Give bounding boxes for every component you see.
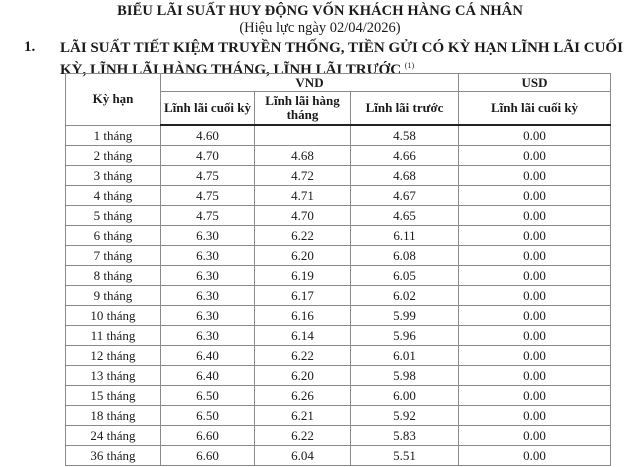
cell-vnd-monthly: 4.70 xyxy=(255,206,351,226)
header-usd-end-of-term: Lĩnh lãi cuối kỳ xyxy=(459,92,611,126)
cell-term: 2 tháng xyxy=(66,146,161,166)
cell-vnd-end-of-term: 6.50 xyxy=(161,386,255,406)
cell-vnd-upfront: 6.02 xyxy=(351,286,459,306)
cell-usd-end-of-term: 0.00 xyxy=(459,206,611,226)
cell-vnd-upfront: 6.05 xyxy=(351,266,459,286)
cell-vnd-end-of-term: 6.30 xyxy=(161,226,255,246)
cell-usd-end-of-term: 0.00 xyxy=(459,146,611,166)
cell-vnd-monthly: 4.71 xyxy=(255,186,351,206)
cell-term: 7 tháng xyxy=(66,246,161,266)
cell-vnd-monthly: 6.14 xyxy=(255,326,351,346)
cell-term: 18 tháng xyxy=(66,406,161,426)
cell-usd-end-of-term: 0.00 xyxy=(459,366,611,386)
cell-vnd-upfront: 4.58 xyxy=(351,125,459,146)
cell-vnd-end-of-term: 6.30 xyxy=(161,286,255,306)
cell-usd-end-of-term: 0.00 xyxy=(459,166,611,186)
cell-vnd-monthly: 4.72 xyxy=(255,166,351,186)
cell-vnd-end-of-term: 6.60 xyxy=(161,446,255,466)
cell-vnd-end-of-term: 6.40 xyxy=(161,346,255,366)
cell-vnd-end-of-term: 4.75 xyxy=(161,206,255,226)
cell-vnd-monthly: 6.19 xyxy=(255,266,351,286)
section-number: 1. xyxy=(24,39,36,55)
header-vnd-end-of-term: Lĩnh lãi cuối kỳ xyxy=(161,92,255,126)
cell-vnd-monthly: 6.16 xyxy=(255,306,351,326)
cell-usd-end-of-term: 0.00 xyxy=(459,386,611,406)
table-row xyxy=(66,125,611,146)
interest-rate-table xyxy=(65,73,611,466)
cell-usd-end-of-term: 0.00 xyxy=(459,226,611,246)
cell-vnd-monthly: 6.20 xyxy=(255,366,351,386)
cell-term: 15 tháng xyxy=(66,386,161,406)
header-vnd-monthly: Lĩnh lãi hàng tháng xyxy=(255,92,351,126)
cell-term: 11 tháng xyxy=(66,326,161,346)
table-body xyxy=(66,125,611,466)
table-row xyxy=(66,246,611,266)
cell-term: 1 tháng xyxy=(66,125,161,146)
document-title: BIỂU LÃI SUẤT HUY ĐỘNG VỐN KHÁCH HÀNG CÁ NHÂN xyxy=(117,3,523,19)
cell-term: 5 tháng xyxy=(66,206,161,226)
cell-usd-end-of-term: 0.00 xyxy=(459,266,611,286)
footnote-mark: (1) xyxy=(404,61,415,70)
cell-vnd-end-of-term: 6.60 xyxy=(161,426,255,446)
cell-usd-end-of-term: 0.00 xyxy=(459,125,611,146)
cell-vnd-monthly: 4.68 xyxy=(255,146,351,166)
table-row xyxy=(66,366,611,386)
cell-usd-end-of-term: 0.00 xyxy=(459,326,611,346)
cell-term: 3 tháng xyxy=(66,166,161,186)
table-row xyxy=(66,186,611,206)
cell-term: 4 tháng xyxy=(66,186,161,206)
table-row xyxy=(66,166,611,186)
cell-term: 10 tháng xyxy=(66,306,161,326)
header-vnd: VND xyxy=(161,74,459,92)
cell-term: 12 tháng xyxy=(66,346,161,366)
cell-term: 24 tháng xyxy=(66,426,161,446)
table-row xyxy=(66,306,611,326)
cell-vnd-upfront: 5.99 xyxy=(351,306,459,326)
cell-vnd-upfront: 6.00 xyxy=(351,386,459,406)
cell-vnd-monthly: 6.22 xyxy=(255,226,351,246)
cell-vnd-upfront: 5.96 xyxy=(351,326,459,346)
cell-usd-end-of-term: 0.00 xyxy=(459,346,611,366)
cell-vnd-monthly: 6.26 xyxy=(255,386,351,406)
header-vnd-upfront: Lĩnh lãi trước xyxy=(351,92,459,126)
cell-term: 36 tháng xyxy=(66,446,161,466)
cell-term: 6 tháng xyxy=(66,226,161,246)
cell-term: 13 tháng xyxy=(66,366,161,386)
cell-vnd-upfront: 5.83 xyxy=(351,426,459,446)
cell-vnd-end-of-term: 4.75 xyxy=(161,166,255,186)
cell-usd-end-of-term: 0.00 xyxy=(459,286,611,306)
cell-vnd-end-of-term: 6.30 xyxy=(161,306,255,326)
cell-vnd-end-of-term: 6.50 xyxy=(161,406,255,426)
cell-vnd-end-of-term: 6.30 xyxy=(161,246,255,266)
cell-vnd-monthly: 6.22 xyxy=(255,346,351,366)
cell-vnd-monthly: 6.04 xyxy=(255,446,351,466)
cell-vnd-upfront: 5.92 xyxy=(351,406,459,426)
table-row xyxy=(66,406,611,426)
table-row xyxy=(66,286,611,306)
cell-vnd-end-of-term: 4.70 xyxy=(161,146,255,166)
cell-vnd-monthly: 6.20 xyxy=(255,246,351,266)
section-title-text: LÃI SUẤT TIẾT KIỆM TRUYỀN THỐNG, TIỀN GỬI CÓ KỲ HẠN LĨNH LÃI CUỐI KỲ, LĨNH LÃI HÀNG THÁNG, LĨNH LÃI TRƯỚC xyxy=(60,40,623,78)
table-row xyxy=(66,426,611,446)
table-row xyxy=(66,266,611,286)
table-row xyxy=(66,326,611,346)
cell-usd-end-of-term: 0.00 xyxy=(459,306,611,326)
cell-vnd-monthly: 6.22 xyxy=(255,426,351,446)
cell-vnd-upfront: 4.66 xyxy=(351,146,459,166)
cell-term: 9 tháng xyxy=(66,286,161,306)
table-row xyxy=(66,226,611,246)
cell-vnd-monthly xyxy=(255,125,351,146)
cell-usd-end-of-term: 0.00 xyxy=(459,426,611,446)
cell-vnd-end-of-term: 6.40 xyxy=(161,366,255,386)
header-usd: USD xyxy=(459,74,611,92)
table-row xyxy=(66,446,611,466)
effective-date: (Hiệu lực ngày 02/04/2026) xyxy=(239,20,401,36)
cell-term: 8 tháng xyxy=(66,266,161,286)
cell-vnd-upfront: 5.51 xyxy=(351,446,459,466)
cell-vnd-upfront: 6.08 xyxy=(351,246,459,266)
header-row-currency xyxy=(66,74,611,92)
cell-vnd-monthly: 6.17 xyxy=(255,286,351,306)
cell-vnd-upfront: 4.68 xyxy=(351,166,459,186)
cell-vnd-upfront: 6.01 xyxy=(351,346,459,366)
cell-vnd-upfront: 6.11 xyxy=(351,226,459,246)
cell-usd-end-of-term: 0.00 xyxy=(459,186,611,206)
cell-vnd-monthly: 6.21 xyxy=(255,406,351,426)
table-row xyxy=(66,386,611,406)
cell-usd-end-of-term: 0.00 xyxy=(459,406,611,426)
cell-vnd-end-of-term: 6.30 xyxy=(161,266,255,286)
cell-vnd-upfront: 4.67 xyxy=(351,186,459,206)
table-row xyxy=(66,146,611,166)
table-row xyxy=(66,346,611,366)
cell-vnd-upfront: 5.98 xyxy=(351,366,459,386)
cell-vnd-end-of-term: 6.30 xyxy=(161,326,255,346)
cell-vnd-upfront: 4.65 xyxy=(351,206,459,226)
table-row xyxy=(66,206,611,226)
header-term: Kỳ hạn xyxy=(66,74,161,126)
cell-vnd-end-of-term: 4.60 xyxy=(161,125,255,146)
cell-usd-end-of-term: 0.00 xyxy=(459,446,611,466)
cell-vnd-end-of-term: 4.75 xyxy=(161,186,255,206)
cell-usd-end-of-term: 0.00 xyxy=(459,246,611,266)
